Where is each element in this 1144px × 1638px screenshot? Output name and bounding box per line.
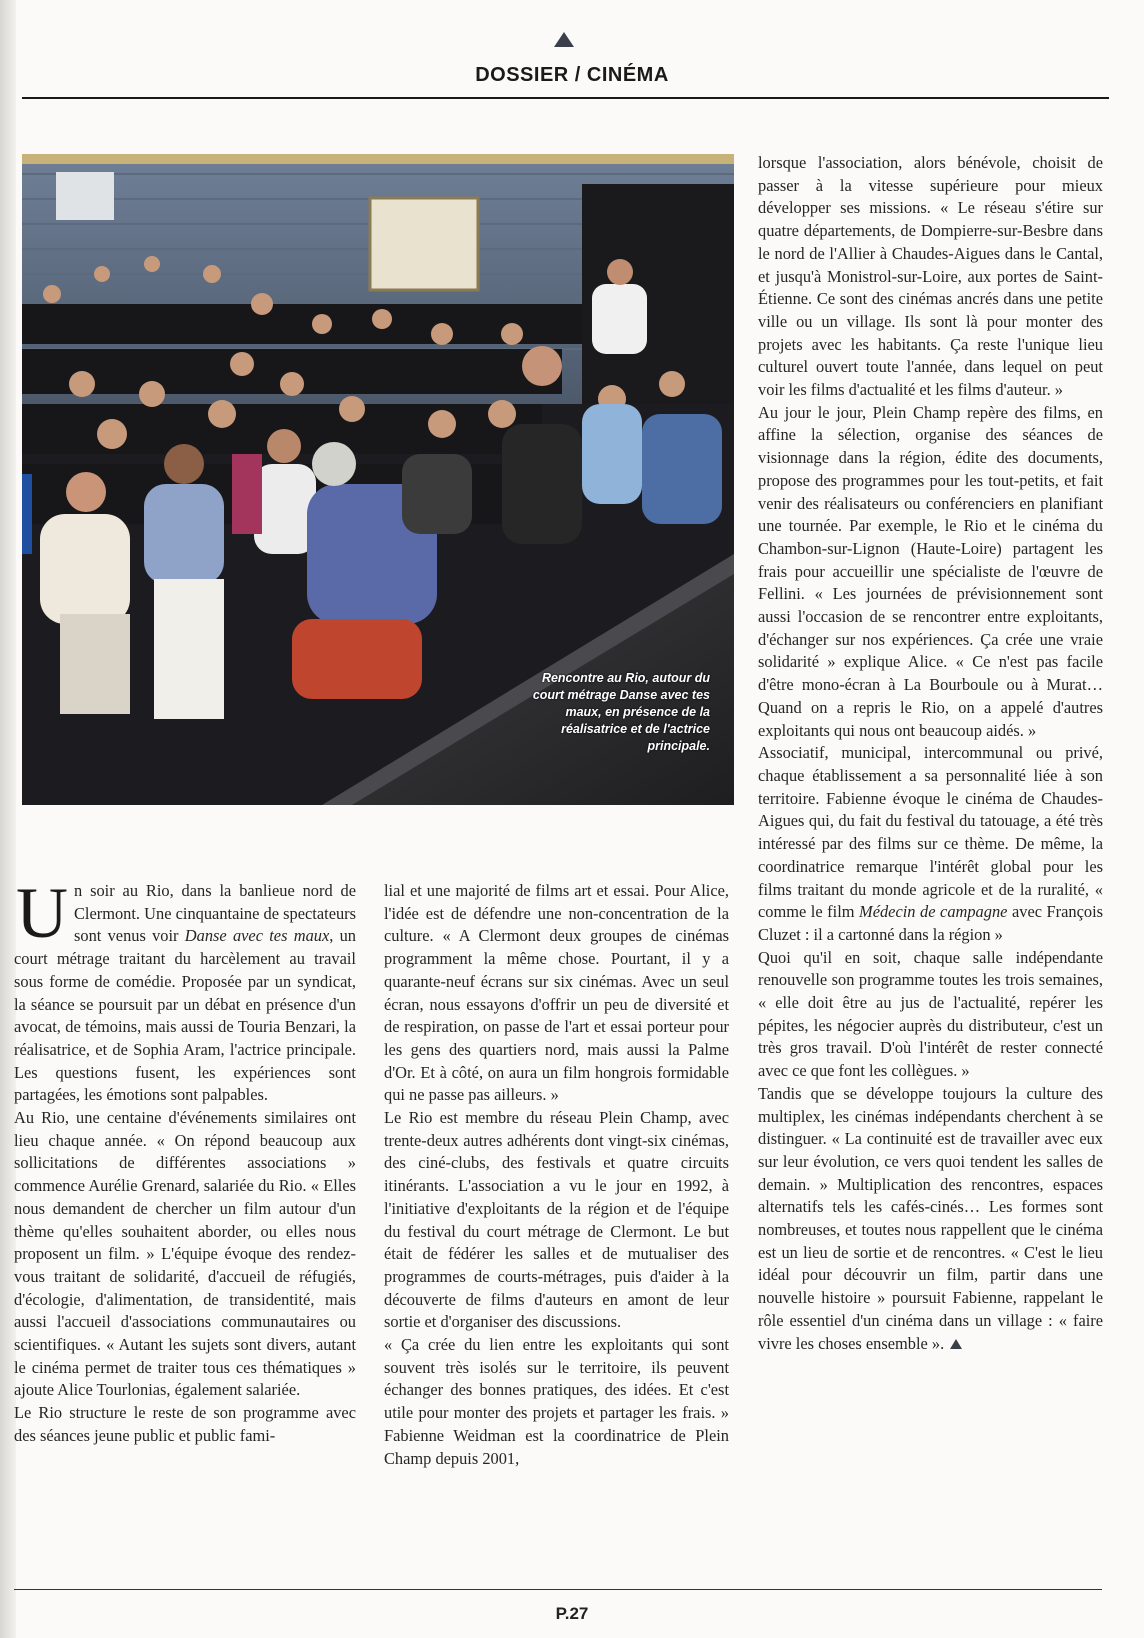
paragraph: Le Rio structure le reste de son programme avec des séances jeune public et public fami- [14,1403,356,1445]
article-column-3 [758,152,1103,1355]
lead-text: n soir au Rio, dans la banlieue nord de Clermont. Une cinquantaine de spectateurs sont venus voir [74,881,356,946]
article-column-2 [384,880,729,1470]
end-mark-icon [950,1339,962,1349]
paragraph [14,873,356,1107]
paragraph: Quoi qu'il en soit, chaque salle indépendante renouvelle son programme toutes les trois semaines, « elle doit être au jus de l'actualité, repérer les pépites, les négocier auprès du distributeur, c'est un très gros travail. D'où l'intérêt de rester connecté avec ce que font les collègues. » [758,947,1103,1081]
film-title: Médecin de campagne [859,902,1008,922]
paragraph: « Ça crée du lien entre les exploitants qui sont souvent très isolés sur le territoire, ils peuvent échanger des bonnes pratiques, des idées. Et c'est utile pour monter des projets et partager les frais. » Fabienne Weidman est la coordinatrice de Plein Champ depuis 2001, [384,1335,729,1468]
page-number: P.27 [555,1604,589,1623]
article-column-1 [14,873,356,1448]
paragraph: Au Rio, une centaine d'événements similaires ont lieu chaque année. « On répond beaucoup aux sollicitations de différentes associations » commence Aurélie Grenard, salariée du Rio. « Elles nous demandent de chercher un film autour d'un thème qu'elles souhaitent aborder, ou elles nous proposent un film. » L'équipe évoque des rendez-vous traitant de solidarité, d'accueil de réfugiés, d'écologie, d'alimentation, de transidentité, mais aussi l'accueil d'associations communautaires ou scientifiques. « Autant les sujets sont divers, autant le cinéma permet de traiter tous ces thématiques » ajoute Alice Tourlonias, également salariée. [14,1108,356,1400]
footer-rule [14,1589,1102,1590]
paragraph [758,742,1103,946]
photo-caption: Rencontre au Rio, autour du court métrage Danse avec tes maux, en présence de la réalisatrice et de l'actrice principale. [532,671,710,753]
section-title: DOSSIER / CINÉMA [475,64,669,86]
paragraph: Au jour le jour, Plein Champ repère des films, en affine la sélection, organise des séances de visionnage dans la région, édite des documents, propose des programmes pour les tout-petits, et fait venir des réalisateurs ou conférenciers en planifiant une tournée. Par exemple, le Rio et le cinéma du Chambon-sur-Lignon (Haute-Loire) partagent les frais pour accueillir une spécialiste de l'œuvre de Fellini. « Les journées de prévisionnement sont aussi l'occasion de se rencontrer entre exploitants, d'échanger sur nos expériences. Ça crée une vraie solidarité » explique Alice. « Ce n'est pas facile d'être mono-écran à La Bourboule ou à Murat… Quand on a repris le Rio, on a appelé d'autres exploitants qui nous ont beaucoup aidés. » [758,402,1103,740]
lead-text-continued: , un court métrage traitant du harcèlement au travail sous forme de comédie. Proposée par un syndicat, la séance se poursuit par un débat en présence d'un avocat, de témoins, mais aussi de Touria Benzari, la réalisatrice, et de Sophia Aram, l'actrice principale. Les questions fusent, les expériences sont partagées, les émotions sont palpables. [14,926,356,1105]
film-title: Danse avec tes maux [184,926,330,946]
article-photo [22,154,734,805]
drop-cap: U [16,873,68,953]
paragraph: Le Rio est membre du réseau Plein Champ, avec trente-deux autres adhérents dont vingt-six cinémas, des ciné-clubs, des festivals et quatre circuits itinérants. L'association a vu le jour en 1992, à l'initiative d'exploitants de la région et de l'équipe du festival du court métrage de Clermont. Le but était de fédérer les salles et de mutualiser des programmes de courts-métrages, puis d'aider à la découverte de films d'auteurs en amont de leur sortie et d'organiser des discussions. [384,1108,729,1332]
paragraph: lial et une majorité de films art et essai. Pour Alice, l'idée est de défendre une non-concentration de la culture. « A Clermont deux groupes de cinémas programment la même chose. Pourtant, il y a quarante-neuf écrans sur six cinémas. Avec un seul écran, nous essayons d'offrir un peu de diversité et de respiration, on passe de l'art et essai porteur pour les gens des quartiers nord, mais aussi la Palme d'Or. Et à côté, on aura un film hongrois formidable qui ne passe pas ailleurs. » [384,881,729,1105]
header-rule [22,97,1109,99]
paragraph-text: Associatif, municipal, intercommunal ou privé, chaque établissement a sa personnalité liée à son territoire. Fabienne évoque le cinéma de Chaudes-Aigues qui, du fait du festival du tatouage, a été très intéressé par des films sur ce thème. De même, la coordinatrice remarque l'intérêt global pour les films traitant du monde agricole et de la ruralité, « comme le film [758,743,1103,922]
triangle-icon [554,32,574,47]
paragraph-text: Tandis que se développe toujours la culture des multiplex, les cinémas indépendants cherchent à se distinguer. « La continuité est de travailler avec eux sur leur évolution, ce vers quoi tendent les salles de demain. » Multiplication des rencontres, espaces alternatifs tels les cafés-cinés… Les formes sont nombreuses, et toutes nous rappellent que le cinéma est un lieu de sortie et de rencontres. « C'est le lieu idéal pour découvrir un film, partir dans une nouvelle histoire » poursuit Fabienne, rappelant le rôle essentiel d'un cinéma dans un village : « faire vivre les choses ensemble ». [758,1083,1103,1353]
paragraph: lorsque l'association, alors bénévole, choisit de passer à la vitesse supérieure pour mieux développer ses missions. « Le réseau s'étire sur quatre départements, de Dompierre-sur-Besbre dans le nord de l'Allier à Chaudes-Aigues dans le Cantal, et jusqu'à Monistrol-sur-Loire, aux portes de Saint-Étienne. Ce sont des cinémas ancrés dans une petite ville ou un village. Ils sont là pour monter des projets avec les habitants. Ça reste l'unique lieu culturel ouvert toute l'année, dans lequel on peut voir les films d'actualité et les films d'auteur. » [758,153,1103,400]
paragraph [758,1083,1103,1355]
paragraph-text-continued: avec François Cluzet : il a cartonné dans la région » [758,902,1103,944]
